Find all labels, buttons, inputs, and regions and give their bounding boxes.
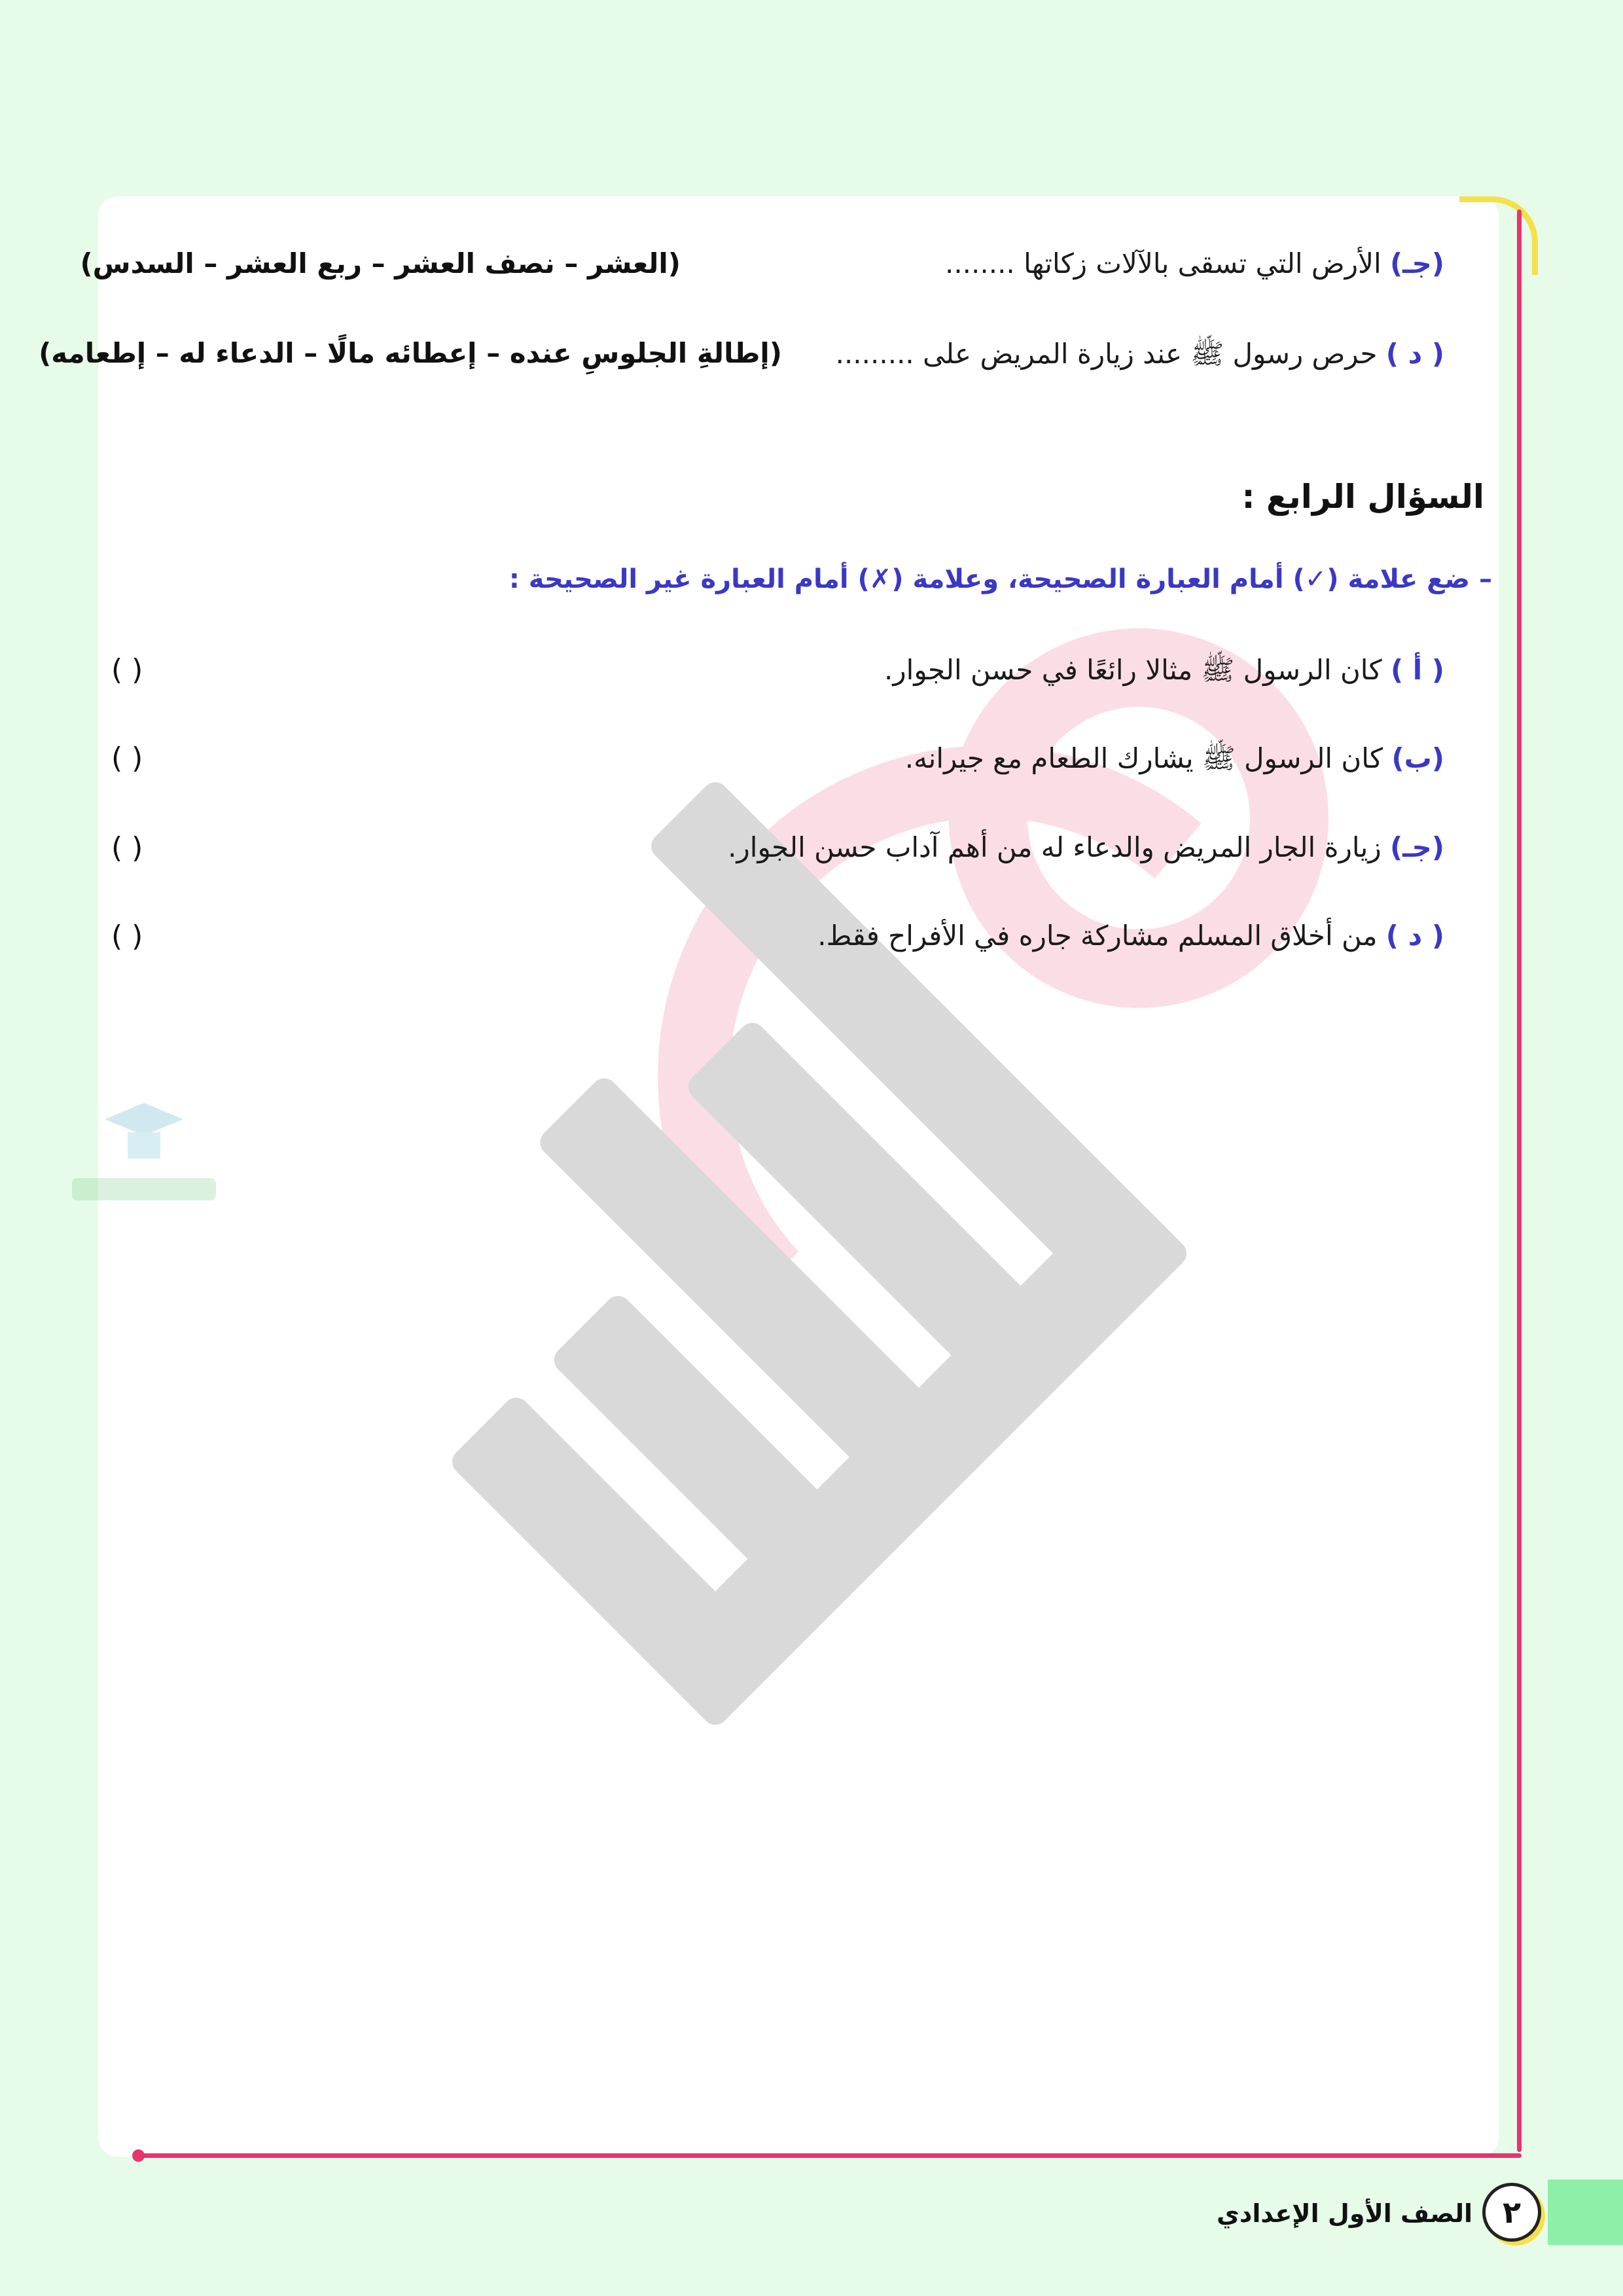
page-number: ٢ [1482,2183,1541,2242]
footer-tab [1548,2179,1623,2245]
statement-d-text: من أخلاق المسلم مشاركة جاره في الأفراح فقط. [817,920,1378,952]
statement-c [728,831,1444,863]
statement-b-text: كان الرسول ﷺ يشارك الطعام مع جيرانه. [904,742,1383,774]
statement-a-text: كان الرسول ﷺ مثالا رائعًا في حسن الجوار. [884,654,1382,686]
grade-label: الصف الأول الإعدادي [1217,2199,1472,2228]
question-d-options: (إطالةِ الجلوسِ عنده – إعطائه مالًا – الدعاء له – إطعامه) [39,337,782,369]
statement-a-label: ( أ ) [1390,654,1444,686]
answer-box-c[interactable]: ( ) [111,831,143,865]
question-c-text: الأرض التي تسقى بالآلات زكاتها ........ [944,247,1382,279]
question-c-options: (العشر – نصف العشر – ربع العشر – السدس) [80,247,681,279]
statement-c-text: زيارة الجار المريض والدعاء له من أهم آداب حسن الجوار. [728,831,1382,863]
question-d-text: حرص رسول ﷺ عند زيارة المريض على ......... [835,338,1378,370]
statement-d-label: ( د ) [1385,920,1444,952]
answer-box-b[interactable]: ( ) [111,742,143,775]
question-c [945,247,1444,279]
section-title: السؤال الرابع : [1241,478,1484,516]
section-instruction: – ضع علامة (✓) أمام العبارة الصحيحة، وعلامة (✗) أمام العبارة غير الصحيحة : [508,564,1492,594]
statement-d [817,920,1444,952]
question-d [836,337,1444,377]
statement-b-label: (ب) [1391,742,1444,774]
answer-box-a[interactable]: ( ) [111,653,143,687]
statement-b [905,742,1444,781]
statement-a [884,653,1444,693]
question-d-label: ( د ) [1385,338,1444,370]
statement-c-label: (جـ) [1389,831,1444,863]
question-c-label: (جـ) [1389,247,1444,279]
answer-box-d[interactable]: ( ) [111,920,143,953]
